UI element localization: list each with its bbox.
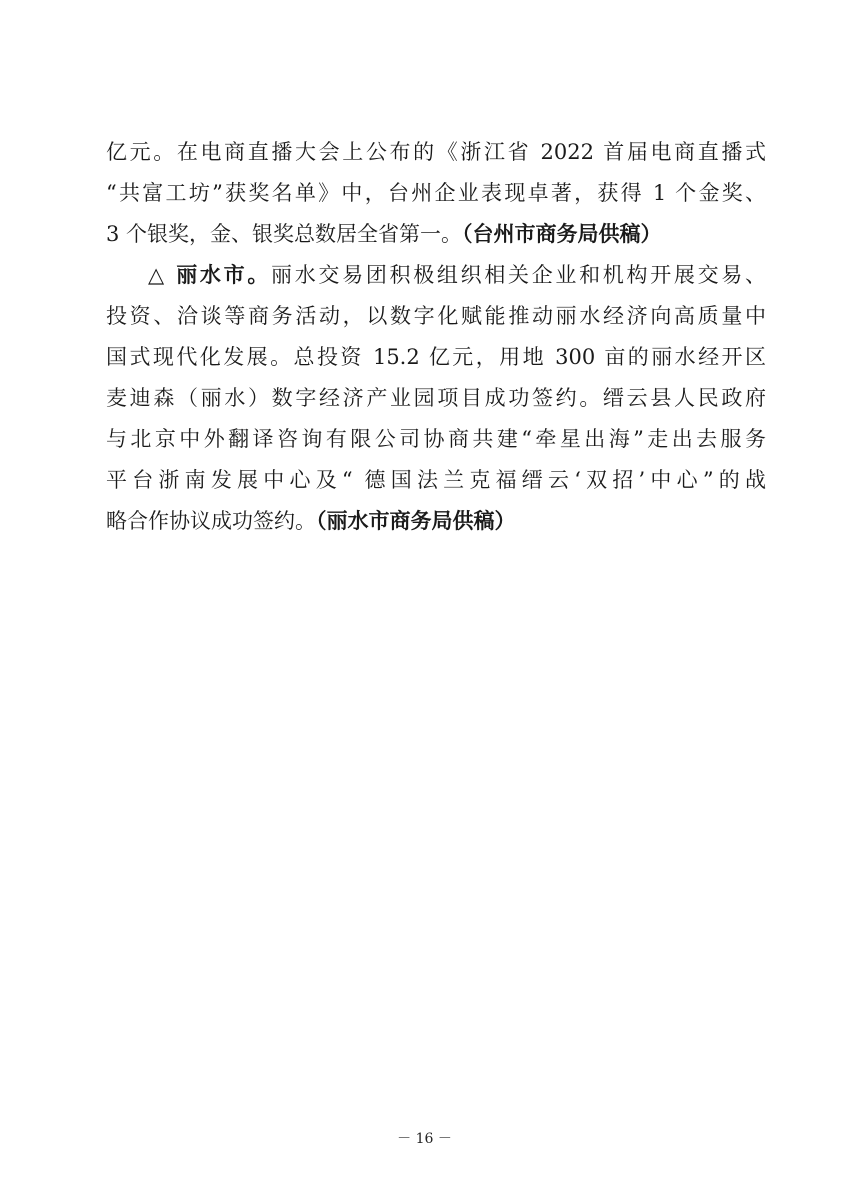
text-line: 平台浙南发展中心及“ 德国法兰克福缙云‘双招’中心”的战 [106, 468, 766, 492]
text-line: 麦迪森（丽水）数字经济产业园项目成功签约。缙云县人民政府 [106, 386, 766, 410]
source-attribution: （丽水市商务局供稿） [316, 509, 516, 533]
body-text: 丽水交易团积极组织相关企业和机构开展交易、 [271, 263, 766, 287]
triangle-bullet-icon: △ [148, 263, 167, 287]
text-line: “共富工坊”获奖名单》中，台州企业表现卓著，获得 1 个金奖、 [106, 181, 766, 205]
text-line: 投资、洽谈等商务活动，以数字化赋能推动丽水经济向高质量中 [106, 304, 766, 328]
paragraph-taizhou [106, 132, 766, 255]
page-number: － 16 － [397, 1131, 452, 1147]
source-attribution: （台州市商务局供稿） [462, 222, 662, 246]
text-line [106, 214, 766, 255]
section-heading: 丽水市。 [176, 263, 272, 287]
text-line [106, 501, 766, 542]
text-line: 亿元。在电商直播大会上公布的《浙江省 2022 首届电商直播式 [106, 140, 766, 164]
text-line: 与北京中外翻译咨询有限公司协商共建“牵星出海”走出去服务 [106, 427, 766, 451]
body-text: 略合作协议成功签约。 [106, 509, 316, 533]
paragraph-lishui [106, 255, 766, 542]
body-text: 3 个银奖，金、银奖总数居全省第一。 [106, 222, 463, 246]
text-line [106, 255, 766, 296]
text-line: 国式现代化发展。总投资 15.2 亿元，用地 300 亩的丽水经开区 [106, 345, 766, 369]
document-body [106, 132, 766, 542]
